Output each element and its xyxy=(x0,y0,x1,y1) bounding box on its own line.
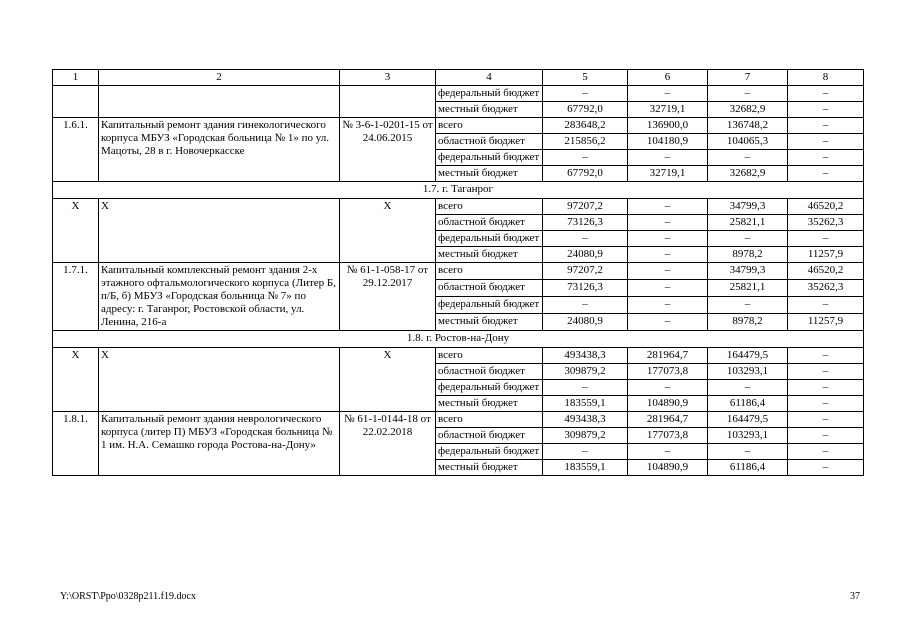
amount-cell-col8: – xyxy=(788,150,864,166)
amount-cell-col7: 34799,3 xyxy=(708,199,788,215)
footer-file-path: Y:\ORST\Ppo\0328p211.f19.docx xyxy=(60,591,196,602)
row-number-cell: 1.8.1. xyxy=(53,412,99,476)
section-title: 1.7. г. Таганрог xyxy=(53,182,864,199)
amount-cell-col7: – xyxy=(708,231,788,247)
amount-cell-col5: 24080,9 xyxy=(543,314,628,331)
amount-cell-col5: 493438,3 xyxy=(543,348,628,364)
column-number-2: 2 xyxy=(99,70,340,86)
row-number-cell xyxy=(53,86,99,118)
column-number-4: 4 xyxy=(436,70,543,86)
amount-cell-col6: 177073,8 xyxy=(628,428,708,444)
amount-cell-col6: – xyxy=(628,444,708,460)
amount-cell-col8: – xyxy=(788,86,864,102)
amount-cell-col8: – xyxy=(788,380,864,396)
document-number-cell: № 3-6-1-0201-15 от 24.06.2015 xyxy=(340,118,436,182)
funding-source-cell: областной бюджет xyxy=(436,364,543,380)
amount-cell-col8: 46520,2 xyxy=(788,263,864,280)
table-row xyxy=(53,412,864,428)
amount-cell-col6: 136900,0 xyxy=(628,118,708,134)
amount-cell-col6: 32719,1 xyxy=(628,102,708,118)
amount-cell-col7: 61186,4 xyxy=(708,460,788,476)
funding-source-cell: областной бюджет xyxy=(436,428,543,444)
amount-cell-col6: 177073,8 xyxy=(628,364,708,380)
amount-cell-col6: – xyxy=(628,86,708,102)
funding-source-cell: федеральный бюджет xyxy=(436,150,543,166)
table-row xyxy=(53,199,864,215)
amount-cell-col6: – xyxy=(628,380,708,396)
funding-source-cell: областной бюджет xyxy=(436,215,543,231)
funding-source-cell: всего xyxy=(436,348,543,364)
amount-cell-col5: 67792,0 xyxy=(543,102,628,118)
funding-source-cell: местный бюджет xyxy=(436,396,543,412)
amount-cell-col5: 73126,3 xyxy=(543,280,628,297)
amount-cell-col6: – xyxy=(628,280,708,297)
amount-cell-col5: 215856,2 xyxy=(543,134,628,150)
amount-cell-col6: – xyxy=(628,150,708,166)
table-row xyxy=(53,86,864,102)
column-number-7: 7 xyxy=(708,70,788,86)
funding-source-cell: федеральный бюджет xyxy=(436,297,543,314)
amount-cell-col5: – xyxy=(543,86,628,102)
amount-cell-col7: 32682,9 xyxy=(708,102,788,118)
column-number-8: 8 xyxy=(788,70,864,86)
amount-cell-col5: 183559,1 xyxy=(543,396,628,412)
object-name-cell: Х xyxy=(99,199,340,263)
amount-cell-col8: – xyxy=(788,297,864,314)
amount-cell-col8: 11257,9 xyxy=(788,314,864,331)
amount-cell-col6: 104890,9 xyxy=(628,460,708,476)
amount-cell-col6: 281964,7 xyxy=(628,348,708,364)
amount-cell-col8: 11257,9 xyxy=(788,247,864,263)
funding-source-cell: всего xyxy=(436,118,543,134)
object-name-cell: Капитальный комплексный ремонт здания 2-х этажного офтальмологического корпуса (Литер Б, п/Б, б) МБУЗ «Городская больница № 7» по адресу: г. Таганрог, Ростовской области, ул. Ленина, 216-а xyxy=(99,263,340,331)
row-number-cell: 1.7.1. xyxy=(53,263,99,331)
funding-source-cell: местный бюджет xyxy=(436,247,543,263)
amount-cell-col6: – xyxy=(628,215,708,231)
section-row xyxy=(53,182,864,199)
page-number: 37 xyxy=(850,591,860,602)
funding-source-cell: федеральный бюджет xyxy=(436,444,543,460)
row-number-cell: 1.6.1. xyxy=(53,118,99,182)
amount-cell-col5: 309879,2 xyxy=(543,364,628,380)
amount-cell-col7: 164479,5 xyxy=(708,412,788,428)
amount-cell-col7: 25821,1 xyxy=(708,280,788,297)
amount-cell-col8: – xyxy=(788,364,864,380)
amount-cell-col8: – xyxy=(788,444,864,460)
amount-cell-col8: – xyxy=(788,428,864,444)
amount-cell-col7: – xyxy=(708,380,788,396)
amount-cell-col7: – xyxy=(708,86,788,102)
amount-cell-col6: 32719,1 xyxy=(628,166,708,182)
amount-cell-col7: 136748,2 xyxy=(708,118,788,134)
table-row xyxy=(53,348,864,364)
column-number-5: 5 xyxy=(543,70,628,86)
amount-cell-col7: – xyxy=(708,150,788,166)
document-number-cell: № 61-1-058-17 от 29.12.2017 xyxy=(340,263,436,331)
object-name-cell: Х xyxy=(99,348,340,412)
funding-source-cell: всего xyxy=(436,412,543,428)
object-name-cell xyxy=(99,86,340,118)
amount-cell-col8: 35262,3 xyxy=(788,280,864,297)
amount-cell-col8: – xyxy=(788,118,864,134)
funding-source-cell: местный бюджет xyxy=(436,166,543,182)
amount-cell-col7: 32682,9 xyxy=(708,166,788,182)
table-row xyxy=(53,118,864,134)
amount-cell-col8: – xyxy=(788,396,864,412)
document-number-cell: Х xyxy=(340,348,436,412)
amount-cell-col6: – xyxy=(628,263,708,280)
amount-cell-col5: – xyxy=(543,297,628,314)
row-number-cell: Х xyxy=(53,348,99,412)
amount-cell-col5: 73126,3 xyxy=(543,215,628,231)
amount-cell-col5: – xyxy=(543,150,628,166)
amount-cell-col7: 25821,1 xyxy=(708,215,788,231)
amount-cell-col8: 35262,3 xyxy=(788,215,864,231)
amount-cell-col8: 46520,2 xyxy=(788,199,864,215)
amount-cell-col5: 97207,2 xyxy=(543,263,628,280)
amount-cell-col5: – xyxy=(543,380,628,396)
amount-cell-col7: 164479,5 xyxy=(708,348,788,364)
amount-cell-col5: 493438,3 xyxy=(543,412,628,428)
document-number-cell: Х xyxy=(340,199,436,263)
amount-cell-col7: 104065,3 xyxy=(708,134,788,150)
amount-cell-col7: – xyxy=(708,444,788,460)
amount-cell-col7: 34799,3 xyxy=(708,263,788,280)
row-number-cell: Х xyxy=(53,199,99,263)
amount-cell-col5: 24080,9 xyxy=(543,247,628,263)
column-number-3: 3 xyxy=(340,70,436,86)
amount-cell-col6: – xyxy=(628,314,708,331)
section-title: 1.8. г. Ростов-на-Дону xyxy=(53,331,864,348)
funding-source-cell: федеральный бюджет xyxy=(436,231,543,247)
amount-cell-col5: 97207,2 xyxy=(543,199,628,215)
section-row xyxy=(53,331,864,348)
amount-cell-col5: 67792,0 xyxy=(543,166,628,182)
document-number-cell: № 61-1-0144-18 от 22.02.2018 xyxy=(340,412,436,476)
amount-cell-col5: 183559,1 xyxy=(543,460,628,476)
amount-cell-col8: – xyxy=(788,231,864,247)
funding-source-cell: федеральный бюджет xyxy=(436,380,543,396)
table-header-row xyxy=(53,70,864,86)
object-name-cell: Капитальный ремонт здания неврологического корпуса (литер П) МБУЗ «Городская больница № 1 им. Н.А. Семашко города Ростова-на-Дону» xyxy=(99,412,340,476)
document-number-cell xyxy=(340,86,436,118)
amount-cell-col7: 8978,2 xyxy=(708,314,788,331)
column-number-1: 1 xyxy=(53,70,99,86)
funding-source-cell: местный бюджет xyxy=(436,460,543,476)
amount-cell-col7: 103293,1 xyxy=(708,364,788,380)
amount-cell-col8: – xyxy=(788,348,864,364)
column-number-6: 6 xyxy=(628,70,708,86)
amount-cell-col6: – xyxy=(628,231,708,247)
amount-cell-col6: – xyxy=(628,199,708,215)
amount-cell-col6: 281964,7 xyxy=(628,412,708,428)
amount-cell-col8: – xyxy=(788,412,864,428)
amount-cell-col5: – xyxy=(543,444,628,460)
amount-cell-col8: – xyxy=(788,166,864,182)
amount-cell-col7: 61186,4 xyxy=(708,396,788,412)
funding-source-cell: областной бюджет xyxy=(436,280,543,297)
amount-cell-col6: – xyxy=(628,247,708,263)
object-name-cell: Капитальный ремонт здания гинекологического корпуса МБУЗ «Городская больница № 1» по ул. Мацоты, 28 в г. Новочеркасске xyxy=(99,118,340,182)
funding-source-cell: областной бюджет xyxy=(436,134,543,150)
amount-cell-col6: 104180,9 xyxy=(628,134,708,150)
funding-source-cell: местный бюджет xyxy=(436,314,543,331)
amount-cell-col8: – xyxy=(788,102,864,118)
amount-cell-col5: 283648,2 xyxy=(543,118,628,134)
amount-cell-col6: 104890,9 xyxy=(628,396,708,412)
amount-cell-col5: 309879,2 xyxy=(543,428,628,444)
amount-cell-col8: – xyxy=(788,460,864,476)
funding-source-cell: федеральный бюджет xyxy=(436,86,543,102)
funding-source-cell: всего xyxy=(436,199,543,215)
table-row xyxy=(53,263,864,280)
amount-cell-col7: 103293,1 xyxy=(708,428,788,444)
funding-source-cell: местный бюджет xyxy=(436,102,543,118)
budget-table xyxy=(52,69,864,476)
amount-cell-col5: – xyxy=(543,231,628,247)
amount-cell-col6: – xyxy=(628,297,708,314)
amount-cell-col8: – xyxy=(788,134,864,150)
amount-cell-col7: 8978,2 xyxy=(708,247,788,263)
amount-cell-col7: – xyxy=(708,297,788,314)
funding-source-cell: всего xyxy=(436,263,543,280)
